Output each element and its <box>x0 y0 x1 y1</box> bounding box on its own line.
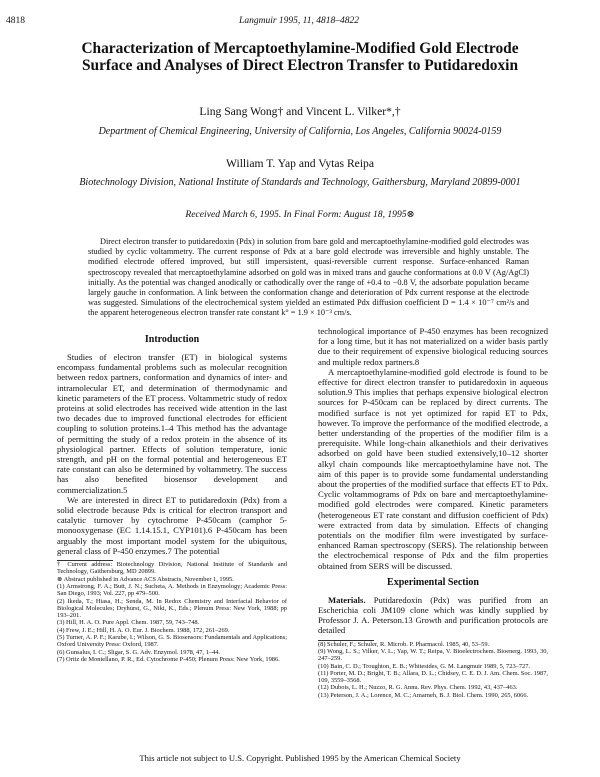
footnote: (10) Bain, C. D.; Troughton, E. B.; Whitesides, G. M. Langmuir 1989, 5, 723–727. <box>318 662 531 670</box>
footnote: (9) Wong, L. S.; Vilker, V. L.; Yap, W. T.; Reipa, V. Bioelectrochem. Bioenerg. 1993, 30, 247–259. <box>318 647 548 663</box>
right-column <box>318 326 548 699</box>
footnote: (7) Ortiz de Montellano, P. R., Ed. Cytochrome P-450; Plenum Press: New York, 1986. <box>57 655 280 663</box>
footnote: (8) Schuler, F.; Schuler, R. Microb. P. Pharmacol. 1985, 40, 53–59. <box>318 640 490 648</box>
footnote: (1) Armstrong, F. A.; Butt, J. N.; Sucheta, A. Methods in Enzymology; Academic Press: San Diego, 1993; Vol. 227, pp 479–500. <box>57 582 287 598</box>
right-paragraph-2: A mercaptoethylamine-modified gold electrode is found to be effective for direct electron transfer to putidaredoxin in aqueous solution.9 This implies that perhaps expensive biological electron sources for P-450cam can be replaced by direct currents. The modified surface is not yet optimized for rapid ET to Pdx, however. To improve the performance of the modified electrode, a better understanding of the properties of the modifier film is a prerequisite. While long-chain alkanethiols and their derivatives adsorbed on gold have been studied extensively,10–12 shorter alkyl chain compounds like mercaptoethylamine have not. The aim of this paper is to provide some fundamental understanding about the properties of the modified surface that effects ET to Pdx. Cyclic voltammograms of Pdx on bare and mercaptoethylamine-modified gold electrodes were compared. Kinetic parameters (heterogeneous ET rate constant and diffusion coefficient of Pdx) were extracted from data by simulation. Effects of changing potentials on the modifier film were investigated by surface-enhanced Raman spectroscopy (SERS). The relationship between the electrochemical response of Pdx and the film properties obtained from SERS will be discussed. <box>318 366 548 571</box>
affiliation-2: Biotechnology Division, National Institute of Standards and Technology, Gaithersburg, Maryland 20899-0001 <box>79 177 521 188</box>
footnote: (3) Hill, H. A. O. Pure Appl. Chem. 1987, 59, 743–748. <box>57 619 200 627</box>
authors-group-2: William T. Yap and Vytas Reipa <box>226 157 374 170</box>
footnote: † Current address: Biotechnology Division, National Institute of Standards and Technology, Gaithersburg, MD 20899. <box>57 561 287 576</box>
intro-paragraph-2: We are interested in direct ET to putidaredoxin (Pdx) from a solid electrode because Pdx is critical for electron transport and catalytic turnover by cytochrome P-450cam (camphor 5-monooxygenase (EC 1.14.15.1, CYP101).6 P-450cam has been arguably the most important model system for the ubiquitous, general class of P-450 enzymes.7 The potential <box>57 494 287 556</box>
right-paragraph-1: technological importance of P-450 enzymes has been recognized for a long time, but it has not materialized on a wider basis partly due to their requirement of expensive biological reducing sources and multiple redox partners.8 <box>318 326 548 367</box>
footnote: (6) Gunsalus, I. C.; Sligar, S. G. Adv. Enzymol. 1978, 47, 1–44. <box>57 648 220 656</box>
materials-text: Putidaredoxin (Pdx) was purified from an Escherichia coli JM109 clone which was kindly supplied by Professor J. A. Peterson.13 Growth and purification protocols are detailed <box>318 594 548 636</box>
article-title: Characterization of Mercaptoethylamine-Modified Gold Electrode Surface and Analyses of Direct Electron Transfer to Putidaredoxin <box>81 40 519 74</box>
affiliation-1: Department of Chemical Engineering, University of California, Los Angeles, California 90024-0159 <box>98 126 502 137</box>
left-column <box>57 334 287 663</box>
received-dates: Received March 6, 1995. In Final Form: August 18, 1995⊗ <box>185 209 415 220</box>
copyright-line: This article not subject to U.S. Copyright. Published 1995 by the American Chemical Society <box>139 753 461 763</box>
introduction-heading: Introduction <box>144 334 200 345</box>
footnote: (13) Peterson, J. A.; Lorence, M. C.; Amarneh, B. J. Biol. Chem. 1990, 265, 6066. <box>318 691 529 699</box>
journal-citation: Langmuir 1995, 11, 4818–4822 <box>239 16 359 26</box>
abstract: Direct electron transfer to putidaredoxin (Pdx) in solution from bare gold and mercaptoethylamine-modified gold electrodes was studied by cyclic voltammetry. The current response of Pdx at a bare gold electrode was irreversible and highly unstable. The modified electrode offered improved, but still impersistent, quasi-reversible current response. Surface-enhanced Raman spectroscopy revealed that mercaptoethylamine adsorbed on gold was in mixed trans and gauche conformations at 0.0 V (Ag/AgCl) initially. As the potential was changed anodically or cathodically over the range of +0.4 to −0.8 V, the adsorbate population became largely gauche in conformation. A link between the conformation change and deterioration of Pdx current response at the electrode was suggested. Simulations of the electrochemical system yielded an estimated Pdx diffusion coefficient D = 1.4 × 10⁻⁷ cm²/s and the apparent heterogeneous electron transfer rate constant k° = 1.9 × 10⁻³ cm/s. <box>88 237 529 318</box>
footnote: (2) Ikeda, T.; Hiasa, H.; Senda, M. In Redox Chemistry and Interfacial Behavior of Biological Molecules; Dryhurst, G., Niki, K., Eds.; Plenum Press: New York, 1988; pp 193–201. <box>57 597 287 620</box>
page-number: 4818 <box>6 16 25 26</box>
footnote: (4) Frew, J. E.; Hill, H. A. O. Eur. J. Biochem. 1988, 172, 261–269. <box>57 626 230 634</box>
materials-run-in: Materials. <box>328 594 366 605</box>
footnote: (11) Porter, M. D.; Bright, T. B.; Allara, D. L.; Chidsey, C. E. D. J. Am. Chem. Soc. 1987, 109, 3559–3568. <box>318 669 548 685</box>
intro-paragraph-1: Studies of electron transfer (ET) in biological systems encompass fundamental problems such as molecular recognition between redox partners, conformation and dynamics of inter- and intramolecular ET, and determination of thermodynamic and kinetic parameters of the ET process. Voltammetric study of redox proteins at solid electrodes has received wide attention in the last two decades due to improved functional electrodes for efficient coupling to solution proteins.1–4 This method has the advantage of permitting the study of a redox protein in the absence of its physiological partner. Effects of solution temperature, ionic strength, and pH on the formal potential and heterogeneous ET rate constant can also be determined by voltammetry. The success has also benefited biosensor development and commercialization.5 <box>57 352 287 495</box>
footnote: (5) Turner, A. P. F.; Karube, I.; Wilson, G. S. Biosensors: Fundamentals and Applications; Oxford University Press: Oxford, 1987. <box>57 634 287 649</box>
running-header <box>6 16 592 30</box>
footnote: (12) Dubois, L. H.; Nuzzo, R. G. Annu. Rev. Phys. Chem. 1992, 43, 437–463. <box>318 684 518 692</box>
footnote: ⊗ Abstract published in Advance ACS Abstracts, November 1, 1995. <box>57 575 234 583</box>
experimental-heading: Experimental Section <box>387 576 479 588</box>
authors-group-1: Ling Sang Wong† and Vincent L. Vilker*,† <box>199 105 401 118</box>
materials-paragraph <box>318 595 548 636</box>
